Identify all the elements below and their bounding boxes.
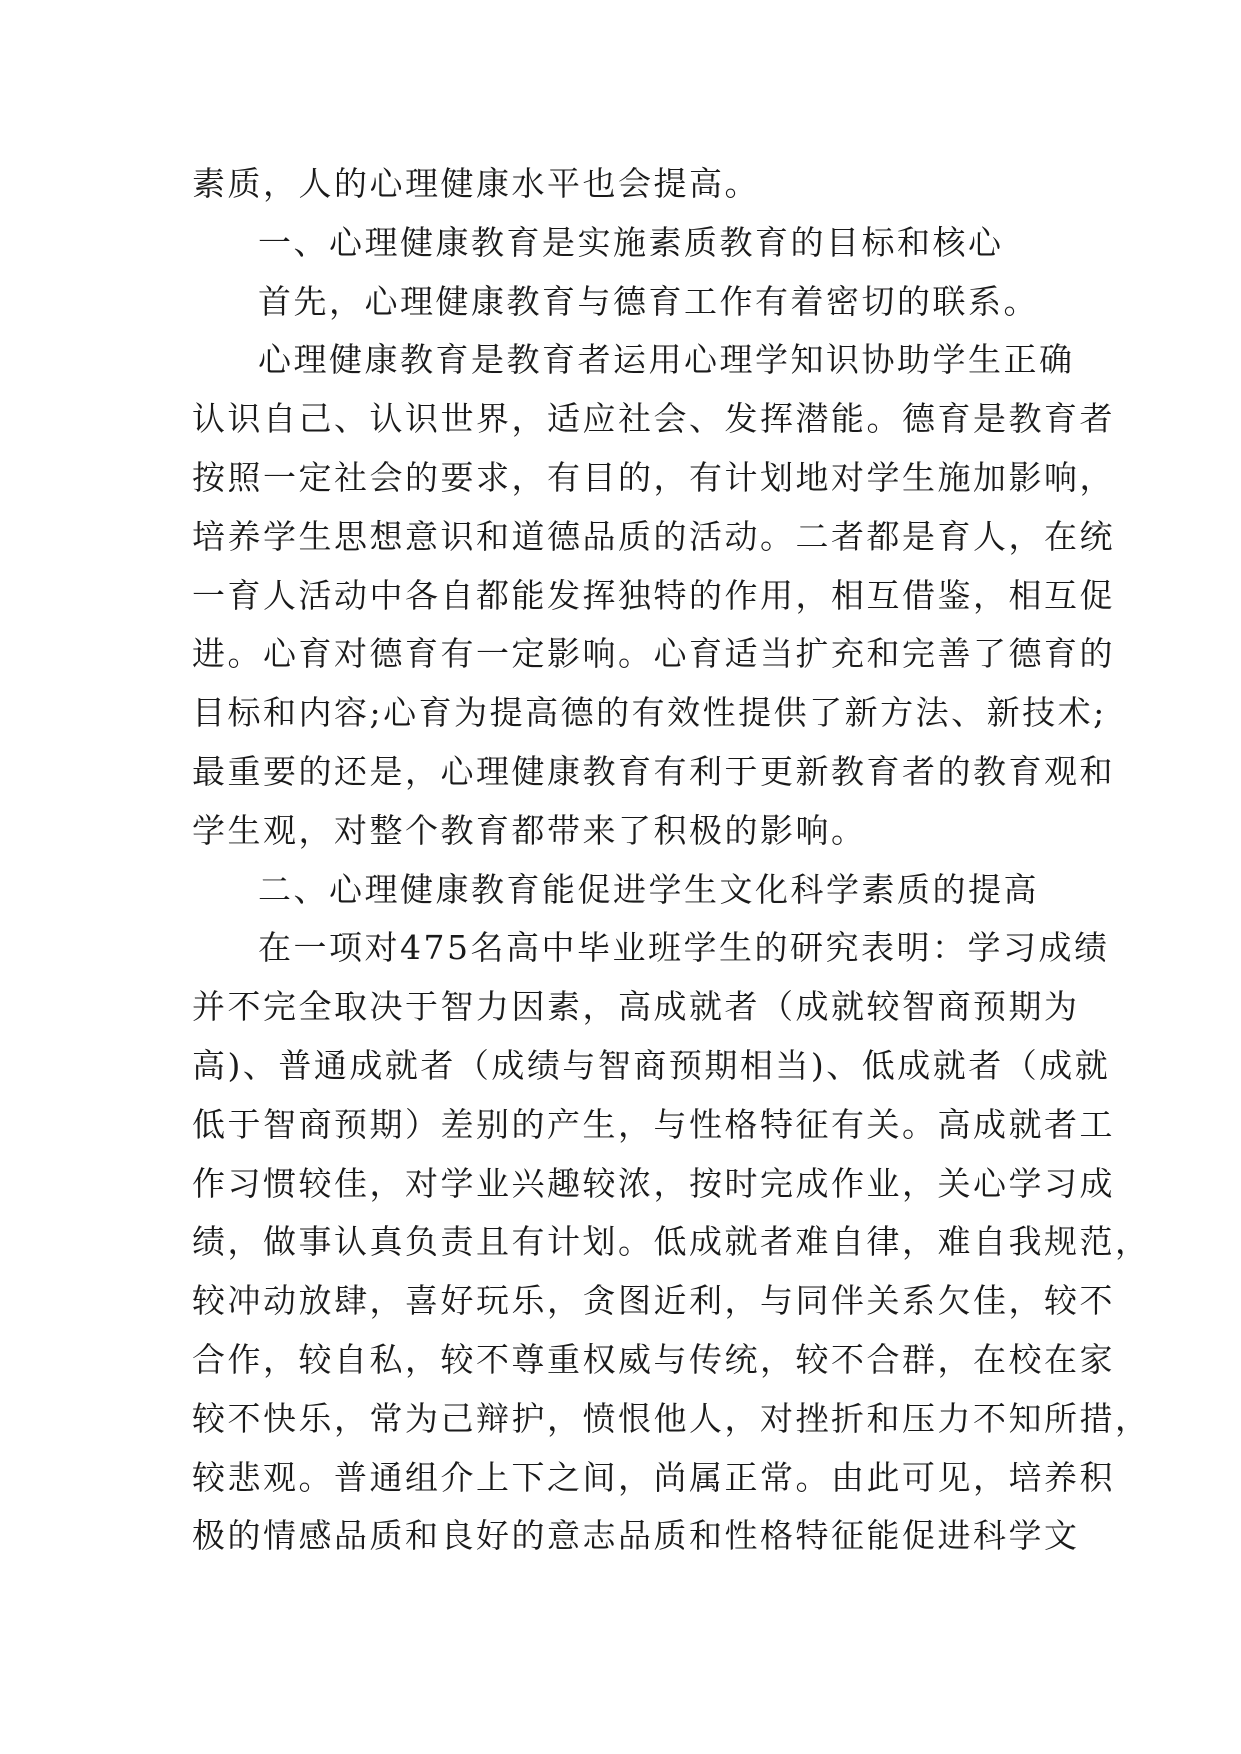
text-line: 心理健康教育是教育者运用心理学知识协助学生正确: [258, 340, 1075, 380]
text-line: 极的情感品质和良好的意志品质和性格特征能促进科学文: [192, 1516, 1080, 1556]
body-text: [192, 155, 1151, 1566]
text-line: 作习惯较佳，对学业兴趣较浓，按时完成作业，关心学习成: [192, 1163, 1115, 1203]
text-line: 低于智商预期）差别的产生，与性格特征有关。高成就者工: [192, 1104, 1115, 1144]
text-line: 较冲动放肆，喜好玩乐，贪图近利，与同伴关系欠佳，较不: [192, 1281, 1115, 1321]
text-line: 首先，心理健康教育与德育工作有着密切的联系。: [258, 281, 1039, 321]
text-line: 一育人活动中各自都能发挥独特的作用，相互借鉴，相互促: [192, 575, 1115, 615]
text-line: 绩，做事认真负责且有计划。低成就者难自律，难自我规范，: [192, 1222, 1151, 1262]
text-line: 进。心育对德育有一定影响。心育适当扩充和完善了德育的: [192, 634, 1115, 674]
text-line: 较悲观。普通组介上下之间，尚属正常。由此可见，培养积: [192, 1457, 1115, 1497]
section-heading-1: 一、心理健康教育是实施素质教育的目标和核心: [258, 222, 1004, 262]
text-line: 并不完全取决于智力因素，高成就者（成就较智商预期为: [192, 987, 1080, 1027]
text-line: 在一项对475名高中毕业班学生的研究表明：学习成绩: [258, 928, 1110, 968]
section-heading-2: 二、心理健康教育能促进学生文化科学素质的提高: [258, 869, 1039, 909]
text-line: 认识自己、认识世界，适应社会、发挥潜能。德育是教育者: [192, 399, 1115, 439]
text-line: 高)、普通成就者（成绩与智商预期相当)、低成就者（成就: [192, 1045, 1111, 1085]
text-line: 学生观，对整个教育都带来了积极的影响。: [192, 810, 867, 850]
text-line: 最重要的还是，心理健康教育有利于更新教育者的教育观和: [192, 751, 1115, 791]
text-line: 较不快乐，常为己辩护，愤恨他人，对挫折和压力不知所措，: [192, 1398, 1151, 1438]
text-line: 目标和内容;心育为提高德的有效性提供了新方法、新技术;: [192, 693, 1107, 733]
text-line: 素质，人的心理健康水平也会提高。: [192, 164, 760, 203]
text-line: 按照一定社会的要求，有目的，有计划地对学生施加影响，: [192, 457, 1115, 497]
text-line: 合作，较自私，较不尊重权威与传统，较不合群，在校在家: [192, 1339, 1115, 1379]
text-line: 培养学生思想意识和道德品质的活动。二者都是育人，在统: [192, 516, 1115, 556]
